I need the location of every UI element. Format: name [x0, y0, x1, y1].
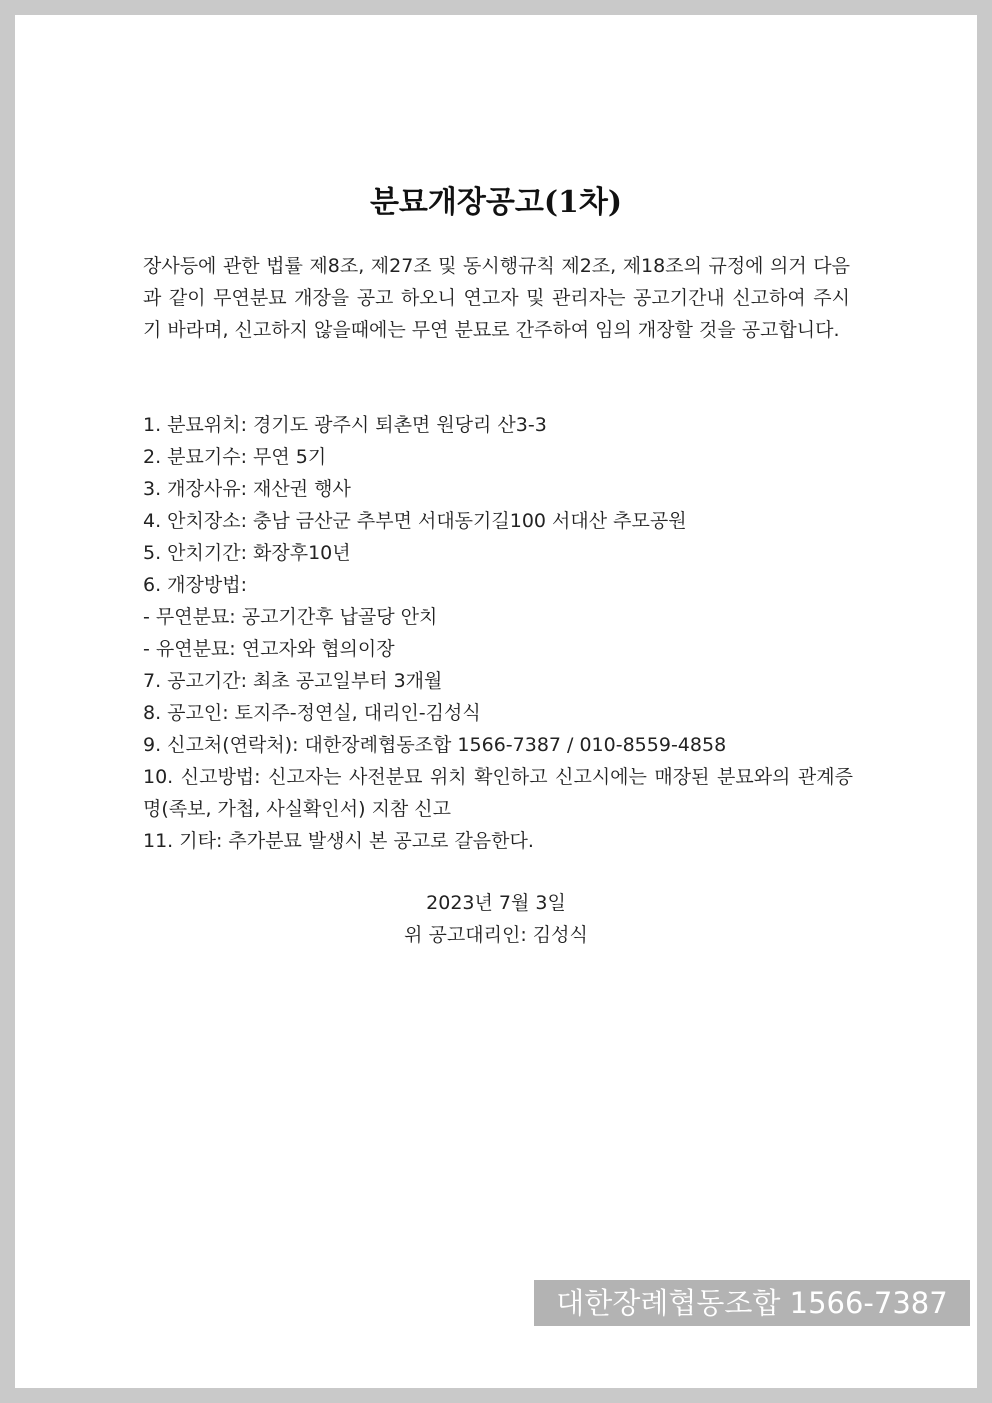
notice-item-announcer: 8. 공고인: 토지주-정연실, 대리인-김성식: [143, 702, 481, 724]
notice-item-method-unclaimed: - 무연분묘: 공고기간후 납골당 안치: [143, 606, 438, 628]
notice-items-list: [143, 409, 853, 857]
notice-signature: 위 공고대리인: 김성식: [404, 924, 588, 946]
notice-item-method: 6. 개장방법:: [143, 574, 247, 596]
document-page: [15, 15, 977, 1388]
document-footer: [15, 887, 977, 951]
notice-date: 2023년 7월 3일: [426, 892, 566, 914]
notice-item-contact: 9. 신고처(연락처): 대한장례협동조합 1566-7387 / 010-8559-4858: [143, 734, 727, 756]
notice-item-count: 2. 분묘기수: 무연 5기: [143, 446, 327, 468]
notice-item-period: 5. 안치기간: 화장후10년: [143, 542, 351, 564]
watermark-banner: 대한장례협동조합 1566-7387: [534, 1280, 970, 1326]
notice-item-notice-period: 7. 공고기간: 최초 공고일부터 3개월: [143, 670, 443, 692]
notice-item-place: 4. 안치장소: 충남 금산군 추부면 서대동기길100 서대산 추모공원: [143, 510, 687, 532]
document-title: 분묘개장공고(1차): [369, 185, 623, 220]
notice-item-other: 11. 기타: 추가분묘 발생시 본 공고로 갈음한다.: [143, 830, 534, 852]
notice-item-reason: 3. 개장사유: 재산권 행사: [143, 478, 351, 500]
notice-item-method-claimed: - 유연분묘: 연고자와 협의이장: [143, 638, 395, 660]
intro-paragraph: 장사등에 관한 법률 제8조, 제27조 및 동시행규칙 제2조, 제18조의 규정에 의거 다음과 같이 무연분묘 개장을 공고 하오니 연고자 및 관리자는 공고기간내 신고하여 주시기 바라며, 신고하지 않을때에는 무연 분묘로 간주하여 임의 개장할 것을 공고합니다.: [143, 255, 850, 341]
notice-item-report-method: 10. 신고방법: 신고자는 사전분묘 위치 확인하고 신고시에는 매장된 분묘와의 관계증명(족보, 가첩, 사실확인서) 지참 신고: [143, 766, 853, 820]
notice-item-location: 1. 분묘위치: 경기도 광주시 퇴촌면 원당리 산3-3: [143, 414, 547, 436]
